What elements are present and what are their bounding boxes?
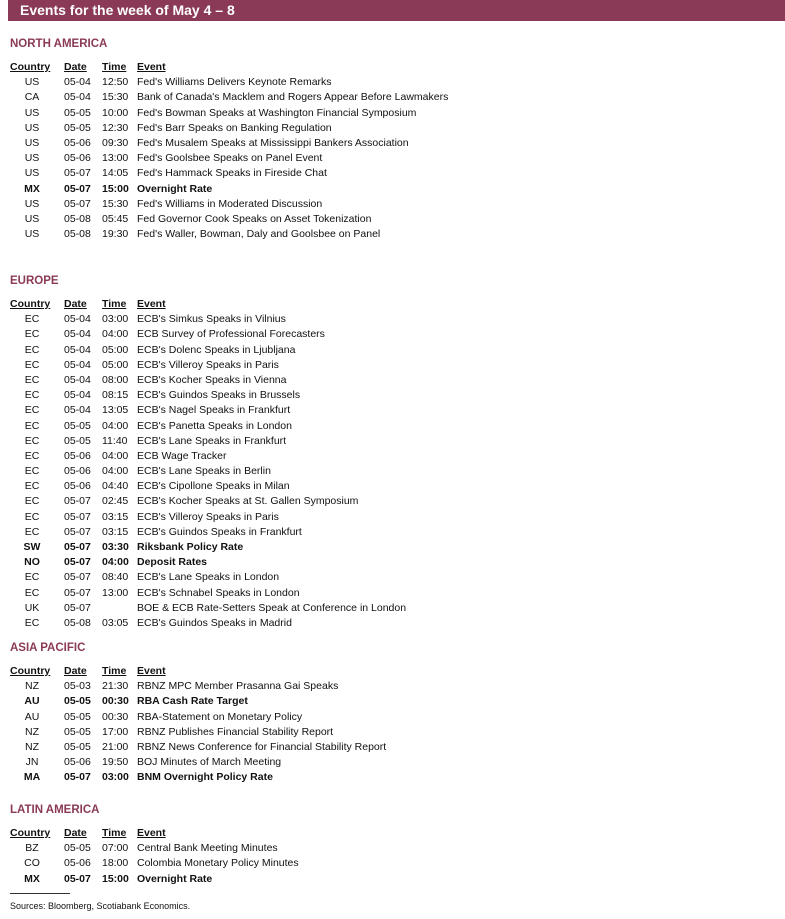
header-date: Date [64, 827, 87, 839]
cell-time: 10:00 [102, 106, 129, 119]
cell-date: 05-05 [64, 695, 91, 708]
cell-event: Fed's Waller, Bowman, Daly and Goolsbee on Panel [137, 228, 381, 241]
cell-time: 11:40 [102, 434, 128, 447]
cell-time: 09:30 [102, 136, 129, 149]
cell-country: EC [24, 313, 40, 326]
cell-event: Overnight Rate [137, 182, 213, 195]
table-row [10, 358, 780, 373]
cell-event: Fed's Hammack Speaks in Fireside Chat [137, 167, 327, 180]
cell-event: Deposit Rates [137, 556, 208, 569]
cell-event: RBNZ Publishes Financial Stability Report [137, 725, 334, 738]
cell-time: 03:00 [102, 771, 129, 784]
cell-country: MX [24, 872, 40, 885]
cell-date: 05-06 [64, 152, 91, 165]
cell-date: 05-07 [64, 495, 91, 508]
cell-event: RBA-Statement on Monetary Policy [137, 710, 303, 723]
cell-country: EC [24, 389, 40, 402]
cell-country: MX [24, 182, 40, 195]
cell-country: EC [24, 586, 40, 599]
cell-date: 05-08 [64, 616, 91, 629]
table-row [10, 872, 780, 887]
header-time: Time [102, 827, 127, 839]
cell-time: 08:00 [102, 373, 129, 386]
cell-time: 05:00 [102, 358, 129, 371]
cell-date: 05-05 [64, 842, 91, 855]
table-row [10, 525, 780, 540]
section-asia-pacific [10, 640, 780, 786]
cell-date: 05-07 [64, 167, 91, 180]
cell-time: 04:00 [102, 328, 129, 341]
cell-event: ECB's Dolenc Speaks in Ljubljana [137, 343, 296, 356]
cell-date: 05-07 [64, 197, 91, 210]
table-row [10, 679, 780, 694]
cell-event: BOJ Minutes of March Meeting [137, 756, 282, 769]
section-europe [10, 273, 780, 631]
section-title: NORTH AMERICA [10, 38, 108, 50]
page-title: Events for the week of May 4 – 8 [8, 0, 785, 21]
cell-country: EC [24, 343, 40, 356]
table-row [10, 373, 780, 388]
cell-date: 05-07 [64, 510, 91, 523]
table-row [10, 121, 780, 136]
table-header [10, 60, 780, 75]
cell-date: 05-06 [64, 756, 91, 769]
cell-event: ECB's Guindos Speaks in Brussels [137, 389, 301, 402]
cell-date: 05-04 [64, 328, 91, 341]
cell-time: 04:40 [102, 480, 129, 493]
table-row [10, 75, 780, 90]
cell-event: Riksbank Policy Rate [137, 541, 244, 553]
cell-country: EC [24, 495, 40, 508]
cell-date: 05-07 [64, 601, 91, 614]
cell-event: ECB Wage Tracker [137, 449, 227, 462]
header-time: Time [102, 61, 127, 73]
sources-footnote: Sources: Bloomberg, Scotiabank Economics. [10, 901, 191, 911]
cell-date: 05-05 [64, 121, 91, 134]
cell-date: 05-04 [64, 389, 91, 402]
cell-event: Colombia Monetary Policy Minutes [137, 857, 299, 870]
cell-country: AU [24, 695, 40, 708]
header-time: Time [102, 665, 127, 677]
cell-event: BOE & ECB Rate-Setters Speak at Conference in London [137, 601, 407, 614]
cell-time: 21:00 [102, 740, 129, 753]
table-row [10, 555, 780, 570]
table-row [10, 227, 780, 242]
cell-event: BNM Overnight Policy Rate [137, 771, 273, 784]
cell-country: CA [24, 91, 40, 104]
header-event: Event [137, 665, 166, 677]
cell-time: 05:00 [102, 343, 129, 356]
cell-event: ECB's Schnabel Speaks in London [137, 586, 300, 599]
cell-date: 05-04 [64, 404, 91, 417]
cell-country: CO [24, 857, 40, 870]
cell-country: EC [24, 404, 40, 417]
cell-time: 00:30 [102, 695, 129, 708]
cell-country: MA [23, 771, 41, 784]
cell-date: 05-07 [64, 541, 91, 553]
table-row [10, 694, 780, 709]
cell-event: Fed's Williams Delivers Keynote Remarks [137, 76, 332, 89]
cell-time: 13:00 [102, 152, 129, 165]
cell-time: 13:00 [102, 586, 129, 599]
cell-time: 03:15 [102, 510, 129, 523]
cell-country: US [24, 167, 40, 180]
cell-country: EC [24, 449, 40, 462]
cell-country: NZ [25, 680, 39, 693]
table-row [10, 586, 780, 601]
table-row [10, 166, 780, 181]
cell-event: ECB's Kocher Speaks at St. Gallen Symposium [137, 495, 359, 508]
cell-time: 02:45 [102, 495, 129, 508]
header-country: Country [10, 61, 51, 73]
cell-time: 04:00 [102, 465, 129, 478]
cell-country: EC [24, 434, 40, 447]
cell-time: 15:00 [102, 872, 129, 885]
cell-time: 14:05 [102, 167, 129, 180]
cell-date: 05-06 [64, 136, 91, 149]
cell-country: US [24, 76, 40, 89]
header-event: Event [137, 298, 166, 310]
cell-date: 05-07 [64, 556, 91, 569]
cell-event: ECB's Villeroy Speaks in Paris [137, 510, 279, 523]
cell-time: 15:30 [102, 197, 129, 210]
cell-time: 18:00 [102, 857, 129, 870]
cell-time: 03:15 [102, 525, 129, 538]
cell-date: 05-03 [64, 680, 91, 693]
cell-country: NZ [25, 740, 39, 753]
cell-event: ECB's Lane Speaks in London [137, 571, 280, 584]
cell-time: 15:30 [102, 91, 129, 104]
cell-country: EC [24, 465, 40, 478]
cell-country: UK [24, 601, 40, 614]
cell-event: ECB's Guindos Speaks in Madrid [137, 616, 292, 629]
cell-date: 05-06 [64, 480, 91, 493]
table-row [10, 90, 780, 105]
cell-country: US [24, 136, 40, 149]
header-date: Date [64, 61, 87, 73]
table-row [10, 212, 780, 227]
cell-country: US [24, 197, 40, 210]
table-row [10, 312, 780, 327]
table-row [10, 856, 780, 871]
header-time: Time [102, 298, 127, 310]
cell-event: RBNZ MPC Member Prasanna Gai Speaks [137, 680, 339, 693]
cell-event: ECB Survey of Professional Forecasters [137, 328, 325, 341]
cell-time: 03:00 [102, 313, 129, 326]
cell-time: 12:30 [102, 121, 129, 134]
table-header [10, 826, 780, 841]
table-row [10, 841, 780, 856]
cell-date: 05-07 [64, 182, 91, 195]
cell-date: 05-08 [64, 212, 91, 225]
cell-country: BZ [25, 842, 39, 855]
table-row [10, 327, 780, 342]
cell-date: 05-06 [64, 857, 91, 870]
header-country: Country [10, 827, 51, 839]
cell-date: 05-05 [64, 725, 91, 738]
cell-date: 05-04 [64, 343, 91, 356]
cell-date: 05-04 [64, 91, 91, 104]
cell-time: 15:00 [102, 182, 129, 195]
cell-time: 17:00 [102, 725, 129, 738]
section-north-america [10, 36, 780, 242]
cell-country: EC [24, 328, 40, 341]
cell-date: 05-05 [64, 710, 91, 723]
table-row [10, 770, 780, 785]
cell-date: 05-05 [64, 419, 91, 432]
cell-event: Central Bank Meeting Minutes [137, 842, 278, 855]
cell-time: 19:50 [102, 756, 129, 769]
cell-event: Fed Governor Cook Speaks on Asset Tokenization [137, 212, 372, 225]
cell-event: ECB's Kocher Speaks in Vienna [137, 373, 287, 386]
cell-country: EC [24, 510, 40, 523]
cell-date: 05-06 [64, 465, 91, 478]
cell-event: Fed's Musalem Speaks at Mississippi Bankers Association [137, 136, 409, 149]
table-row [10, 510, 780, 525]
table-row [10, 106, 780, 121]
table-row [10, 540, 780, 555]
cell-date: 05-07 [64, 525, 91, 538]
cell-time: 21:30 [102, 680, 129, 693]
cell-time: 03:30 [102, 541, 129, 553]
cell-country: EC [24, 373, 40, 386]
cell-date: 05-07 [64, 571, 91, 584]
cell-event: ECB's Cipollone Speaks in Milan [137, 480, 290, 493]
cell-date: 05-07 [64, 872, 91, 885]
cell-event: RBNZ News Conference for Financial Stability Report [137, 740, 387, 753]
cell-date: 05-04 [64, 76, 91, 89]
cell-country: NZ [25, 725, 39, 738]
cell-time: 08:15 [102, 389, 129, 402]
cell-date: 05-04 [64, 313, 91, 326]
cell-date: 05-04 [64, 373, 91, 386]
cell-country: EC [24, 616, 40, 629]
table-row [10, 725, 780, 740]
table-row [10, 388, 780, 403]
cell-date: 05-07 [64, 771, 91, 784]
header-date: Date [64, 298, 87, 310]
table-header [10, 664, 780, 679]
cell-country: AU [24, 710, 40, 723]
table-header [10, 297, 780, 312]
cell-country: US [24, 106, 40, 119]
table-row [10, 403, 780, 418]
table-row [10, 343, 780, 358]
cell-event: Fed's Bowman Speaks at Washington Financial Symposium [137, 106, 417, 119]
table-row [10, 449, 780, 464]
table-row [10, 464, 780, 479]
cell-time: 04:00 [102, 556, 129, 569]
cell-event: Bank of Canada's Macklem and Rogers Appear Before Lawmakers [137, 91, 449, 104]
cell-event: Fed's Williams in Moderated Discussion [137, 197, 323, 210]
cell-time: 04:00 [102, 419, 129, 432]
cell-event: ECB's Nagel Speaks in Frankfurt [137, 404, 291, 417]
table-row [10, 419, 780, 434]
header-date: Date [64, 665, 87, 677]
cell-event: ECB's Lane Speaks in Berlin [137, 465, 271, 478]
cell-country: US [24, 212, 40, 225]
cell-event: Overnight Rate [137, 872, 213, 885]
cell-time: 08:40 [102, 571, 129, 584]
table-row [10, 136, 780, 151]
table-row [10, 494, 780, 509]
cell-time: 05:45 [102, 212, 129, 225]
cell-country: NO [24, 556, 40, 569]
table-row [10, 182, 780, 197]
cell-date: 05-05 [64, 434, 91, 447]
cell-event: ECB's Panetta Speaks in London [137, 419, 292, 432]
cell-country: EC [24, 480, 40, 493]
table-row [10, 570, 780, 585]
cell-time: 04:00 [102, 449, 129, 462]
cell-time: 07:00 [102, 842, 129, 855]
table-row [10, 601, 780, 616]
header-event: Event [137, 61, 166, 73]
cell-time: 00:30 [102, 710, 129, 723]
table-row [10, 197, 780, 212]
table-row [10, 740, 780, 755]
section-title: EUROPE [10, 275, 59, 287]
cell-event: ECB's Lane Speaks in Frankfurt [137, 434, 287, 447]
cell-date: 05-06 [64, 449, 91, 462]
cell-country: US [24, 228, 40, 241]
cell-country: EC [24, 419, 40, 432]
cell-time: 03:05 [102, 616, 129, 629]
header-country: Country [10, 665, 51, 677]
cell-date: 05-08 [64, 228, 91, 241]
cell-time: 13:05 [102, 404, 129, 417]
cell-date: 05-05 [64, 106, 91, 119]
cell-date: 05-07 [64, 586, 91, 599]
table-row [10, 479, 780, 494]
cell-event: Fed's Barr Speaks on Banking Regulation [137, 121, 332, 134]
cell-date: 05-05 [64, 740, 91, 753]
section-title: ASIA PACIFIC [10, 642, 86, 654]
table-row [10, 710, 780, 725]
header-country: Country [10, 298, 51, 310]
cell-event: ECB's Guindos Speaks in Frankfurt [137, 525, 302, 538]
table-row [10, 434, 780, 449]
cell-country: JN [25, 756, 39, 769]
table-row [10, 755, 780, 770]
cell-event: Fed's Goolsbee Speaks on Panel Event [137, 152, 323, 165]
cell-event: ECB's Villeroy Speaks in Paris [137, 358, 279, 371]
cell-date: 05-04 [64, 358, 91, 371]
cell-country: US [24, 152, 40, 165]
cell-country: SW [23, 541, 41, 553]
cell-country: US [24, 121, 40, 134]
table-row [10, 616, 780, 631]
header-event: Event [137, 827, 166, 839]
cell-country: EC [24, 571, 40, 584]
cell-time: 19:30 [102, 228, 129, 241]
section-latin-america [10, 802, 780, 887]
cell-time: 12:50 [102, 76, 129, 89]
footnote-divider [10, 893, 70, 894]
cell-event: RBA Cash Rate Target [137, 695, 248, 708]
cell-country: EC [24, 525, 40, 538]
section-title: LATIN AMERICA [10, 804, 100, 816]
cell-event: ECB's Simkus Speaks in Vilnius [137, 313, 286, 326]
table-row [10, 151, 780, 166]
cell-country: EC [24, 358, 40, 371]
